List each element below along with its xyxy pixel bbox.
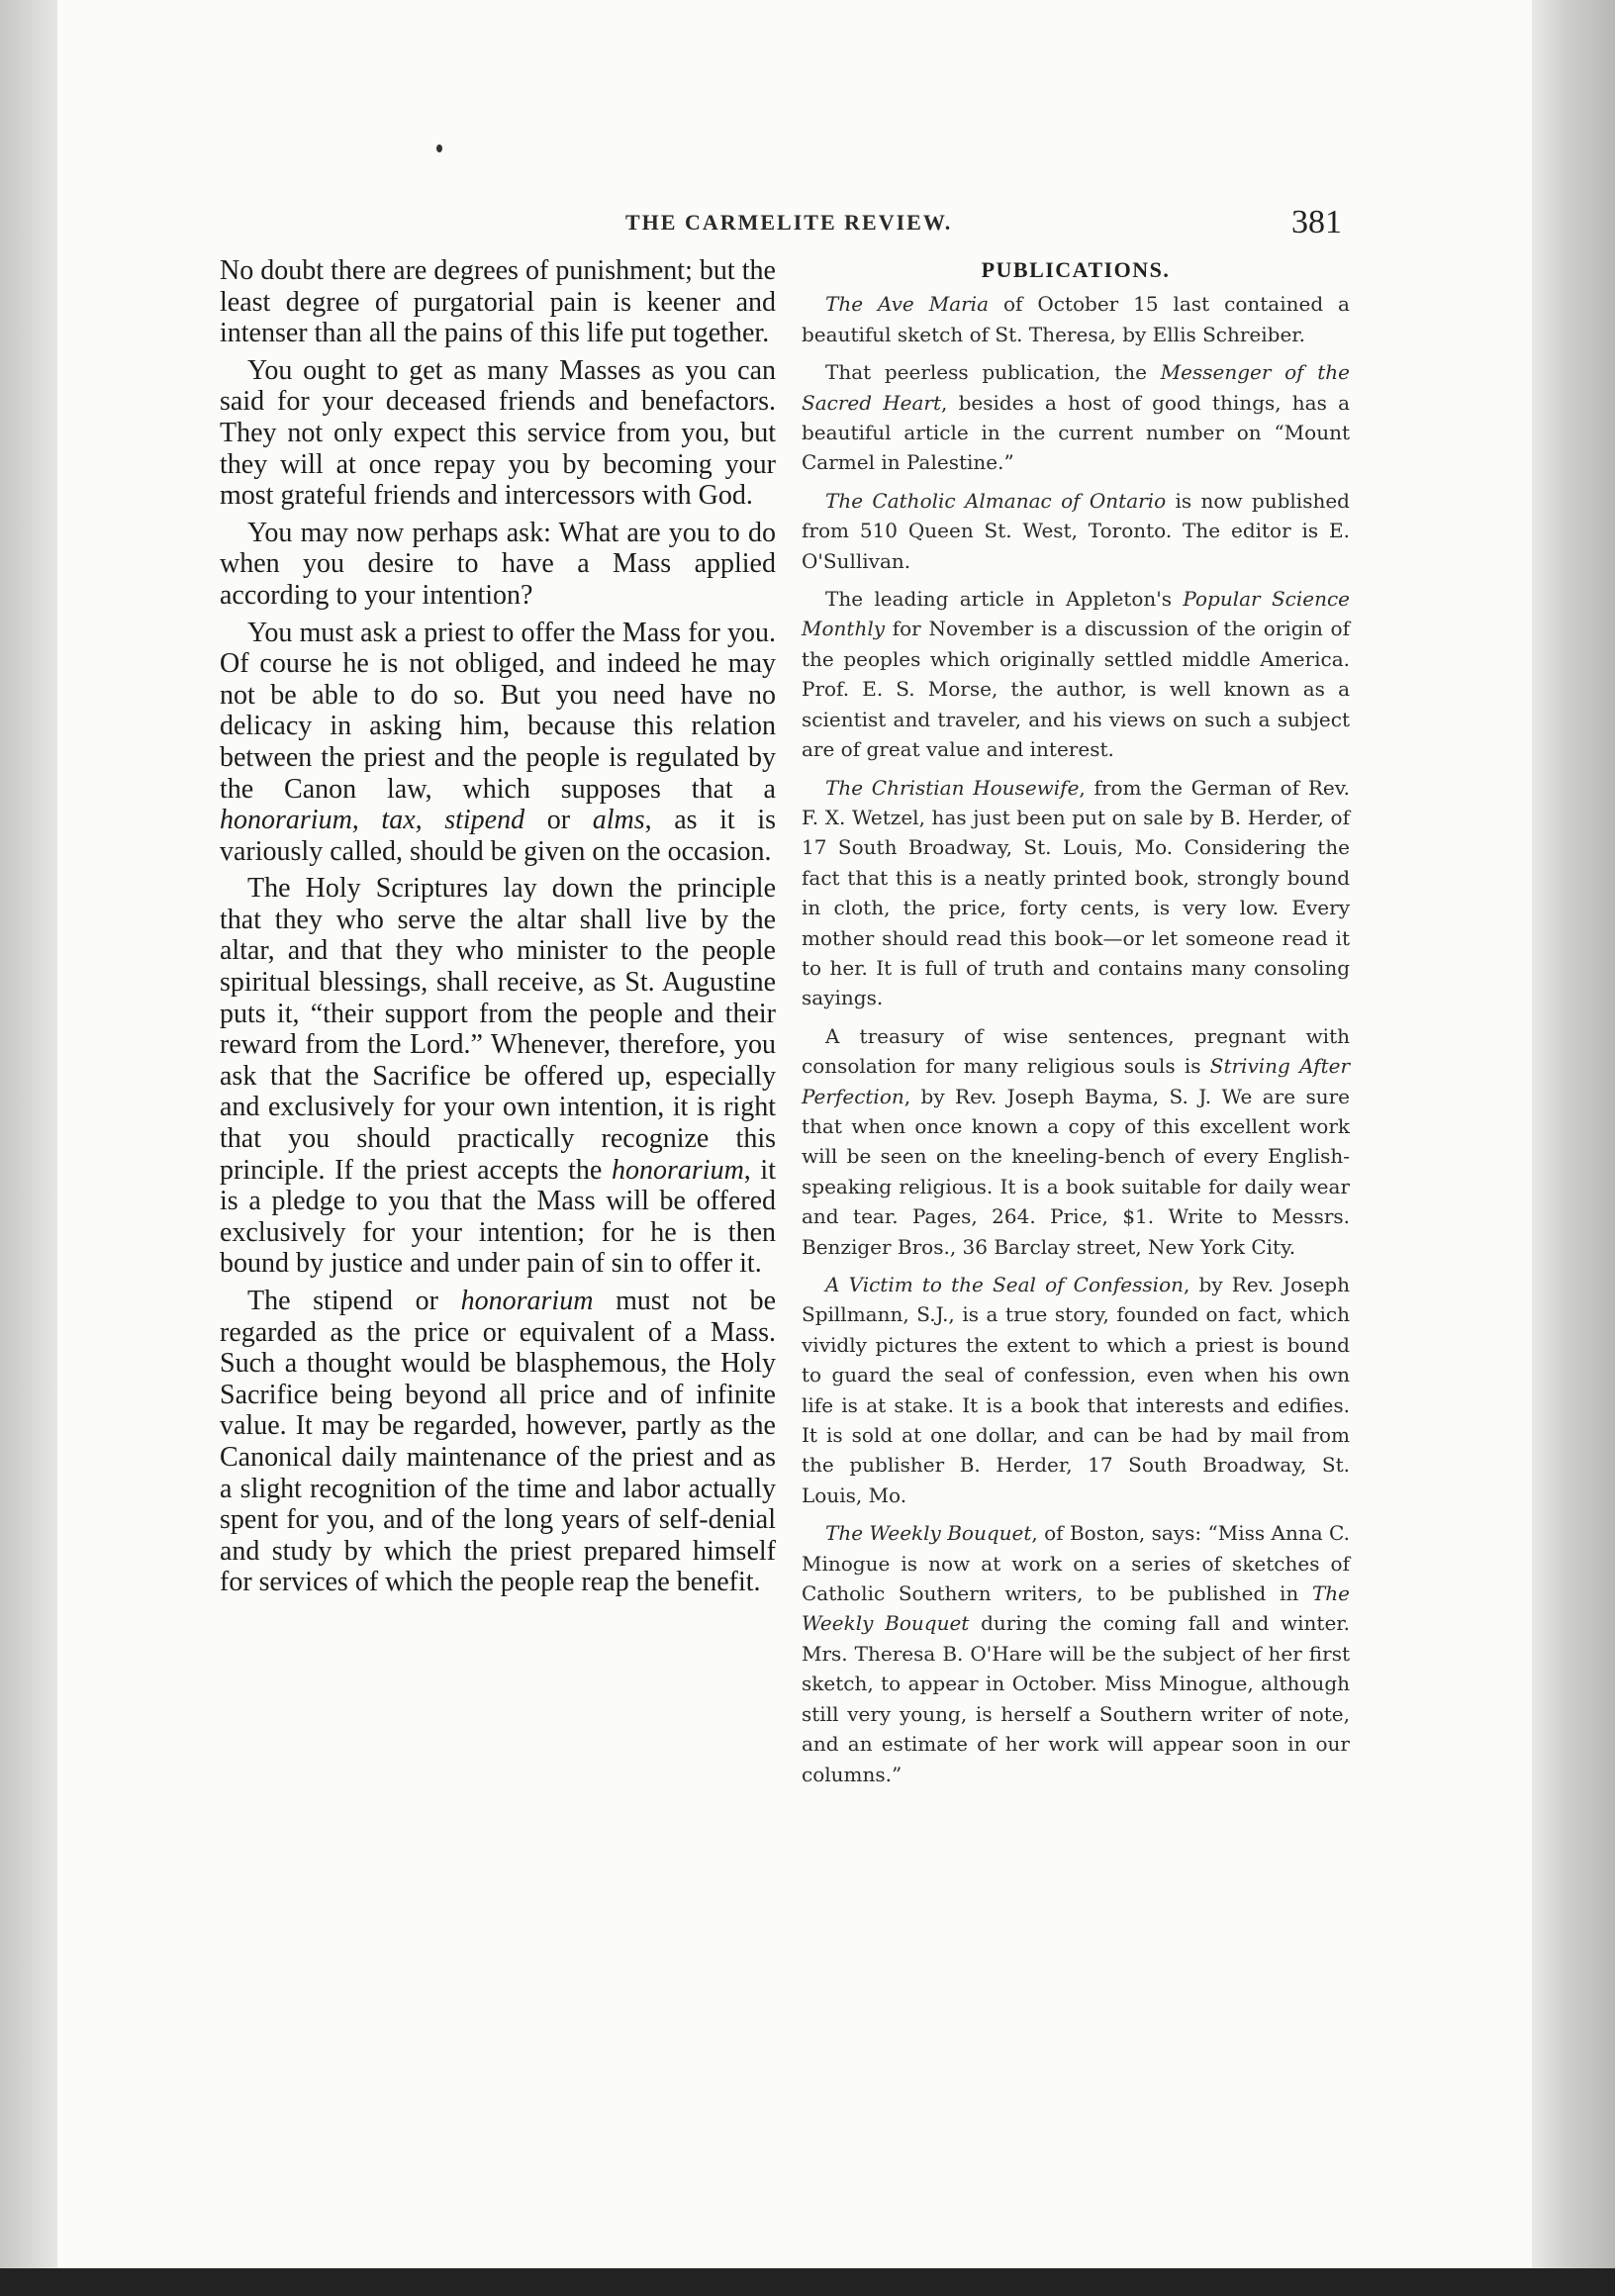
left-paragraph: [220, 873, 776, 1280]
text-run: , besides a host of good things, has a beautiful article in the current number on “Mount Carmel in Palestine.”: [802, 390, 1350, 475]
text-run: , as it is variously called, should be given on the occasion.: [220, 805, 777, 867]
publication-title: The Christian Housewife: [825, 775, 1080, 800]
right-page-edge: [1532, 0, 1615, 2296]
text-run: No doubt there are degrees of punishment; but the least degree of purgatorial pain is keener and intenser than all the pains of this life put together.: [220, 255, 776, 349]
text-run: or: [524, 805, 593, 836]
text-run: for November is a discussion of the origin of the peoples which originally settled middle America. Prof. E. S. Morse, the author, is well known as a scientist and traveler, and his views on such a subject are of great value and interest.: [802, 617, 1350, 762]
right-column: [802, 255, 1350, 1797]
running-title: THE CARMELITE REVIEW.: [625, 210, 953, 235]
publication-notice: [802, 1021, 1350, 1262]
text-run: , of Boston, says: “Miss Anna C. Minogue is now at work on a series of sketches of Catholic Southern writers, to be published in: [802, 1521, 1350, 1606]
left-paragraph: [220, 618, 776, 868]
publication-title: The Weekly Bouquet: [802, 1581, 1350, 1636]
text-run: A treasury of wise sentences, pregnant with consolation for many religious souls is: [802, 1023, 1350, 1079]
publication-title: The Ave Maria: [825, 292, 989, 317]
left-paragraph: [220, 1286, 776, 1598]
italic-term: honorarium: [460, 1286, 594, 1316]
publication-title: The Catholic Almanac of Ontario: [825, 488, 1167, 513]
left-column: [220, 255, 776, 1604]
publication-notice: [802, 486, 1350, 576]
text-run: , by Rev. Joseph Spillmann, S.J., is a true story, founded on fact, which vividly pictures the extent to which a priest is bound to guard the seal of confession, even when his own life is at stake. It is a book that interests and edifies. It is sold at one dollar, and can be had by mail from the publisher B. Herder, 17 South Broadway, St. Louis, Mo.: [802, 1273, 1350, 1507]
publication-title: Messenger of the Sacred Heart: [802, 360, 1351, 415]
publication-notice: [802, 1518, 1350, 1789]
text-run: You must ask a priest to offer the Mass for you. Of course he is not obliged, and indeed he may not be able to do so. But you need have no delicacy in asking him, because this relation between the priest and the people is regulated by the Canon law, which supposes that a: [220, 617, 776, 805]
text-run: The stipend or: [247, 1286, 461, 1316]
text-run: The Holy Scriptures lay down the principle that they who serve the altar shall live by the altar, and that they who minister to the people spiritual blessings, shall receive, as St. Augustine puts it, “their support from the people and their reward from the Lord.” Whenever, therefore, you ask that the Sacrifice be offered up, especially and exclusively for your own intention, it is right that you should practically recognize this principle. If the priest accepts the: [220, 873, 776, 1186]
left-paragraph: [220, 355, 776, 512]
text-run: , from the German of Rev. F. X. Wetzel, has just been put on sale by B. Herder, of 17 South Broadway, St. Louis, Mo. Considering the fact that this is a neatly printed book, strongly bound in cloth, the price, forty cents, is very low. Every mother should read this book—or let someone read it to her. It is full of truth and contains many consoling sayings.: [802, 775, 1350, 1010]
text-run: of October 15 last contained a beautiful sketch of St. Theresa, by Ellis Schreiber.: [802, 292, 1350, 346]
publication-title: Popular Science Monthly: [802, 587, 1350, 641]
italic-term: honorarium, tax, stipend: [220, 805, 525, 836]
publication-title: Striving After Perfection: [802, 1054, 1350, 1108]
publication-title: The Weekly Bouquet: [825, 1521, 1032, 1546]
publication-notice: [802, 1270, 1350, 1510]
section-title: PUBLICATIONS.: [981, 257, 1171, 282]
publication-notice: [802, 773, 1350, 1013]
publication-title: A Victim to the Seal of Confession: [825, 1273, 1184, 1296]
text-run: You may now perhaps ask: What are you to do when you desire to have a Mass applied according to your intention?: [220, 517, 776, 611]
publication-notice: [802, 289, 1350, 349]
italic-term: honorarium: [612, 1154, 744, 1186]
text-run: must not be regarded as the price or equivalent of a Mass. Such a thought would be blasphemous, the Holy Sacrifice being beyond all price and of infinite value. It may be regarded, however, partly as the Canonical daily maintenance of the priest and as a slight recognition of the time and labor actually spent for you, and of the long years of self-denial and study by which the priest prepared himself for services of which the people reap the benefit.: [220, 1286, 776, 1598]
italic-term: alms: [592, 805, 645, 836]
scanner-bottom-bar: [0, 2268, 1615, 2296]
publication-notice: [802, 357, 1350, 478]
page-number: 381: [1291, 204, 1342, 240]
ink-speck: [436, 144, 442, 152]
left-paragraph: [220, 518, 776, 612]
left-page-edge: [0, 0, 57, 2296]
text-run: The leading article in Appleton's: [825, 587, 1184, 612]
text-run: , it is a pledge to you that the Mass will be offered exclusively for your intention; for he is then bound by justice and under pain of sin to offer it.: [220, 1154, 776, 1280]
text-run: You ought to get as many Masses as you can said for your deceased friends and benefactors. They not only expect this service from you, but they will at once repay you by becoming your most grateful friends and intercessors with God.: [220, 354, 776, 512]
text-run: That peerless publication, the: [825, 360, 1161, 385]
text-run: during the coming fall and winter. Mrs. Theresa B. O'Hare will be the subject of her first sketch, to appear in October. Miss Minogue, although still very young, is herself a Southern writer of note, and an estimate of her work will appear soon in our columns.”: [802, 1611, 1350, 1786]
left-paragraph: [220, 255, 776, 349]
text-run: , by Rev. Joseph Bayma, S. J. We are sure that when once known a copy of this excellent work will be seen on the kneeling-bench of every English-speaking religious. It is a book suitable for daily wear and tear. Pages, 264. Price, $1. Write to Messrs. Benziger Bros., 36 Barclay street, New York City.: [802, 1084, 1350, 1259]
text-run: is now published from 510 Queen St. West, Toronto. The editor is E. O'Sullivan.: [802, 488, 1350, 573]
publication-notice: [802, 584, 1350, 764]
